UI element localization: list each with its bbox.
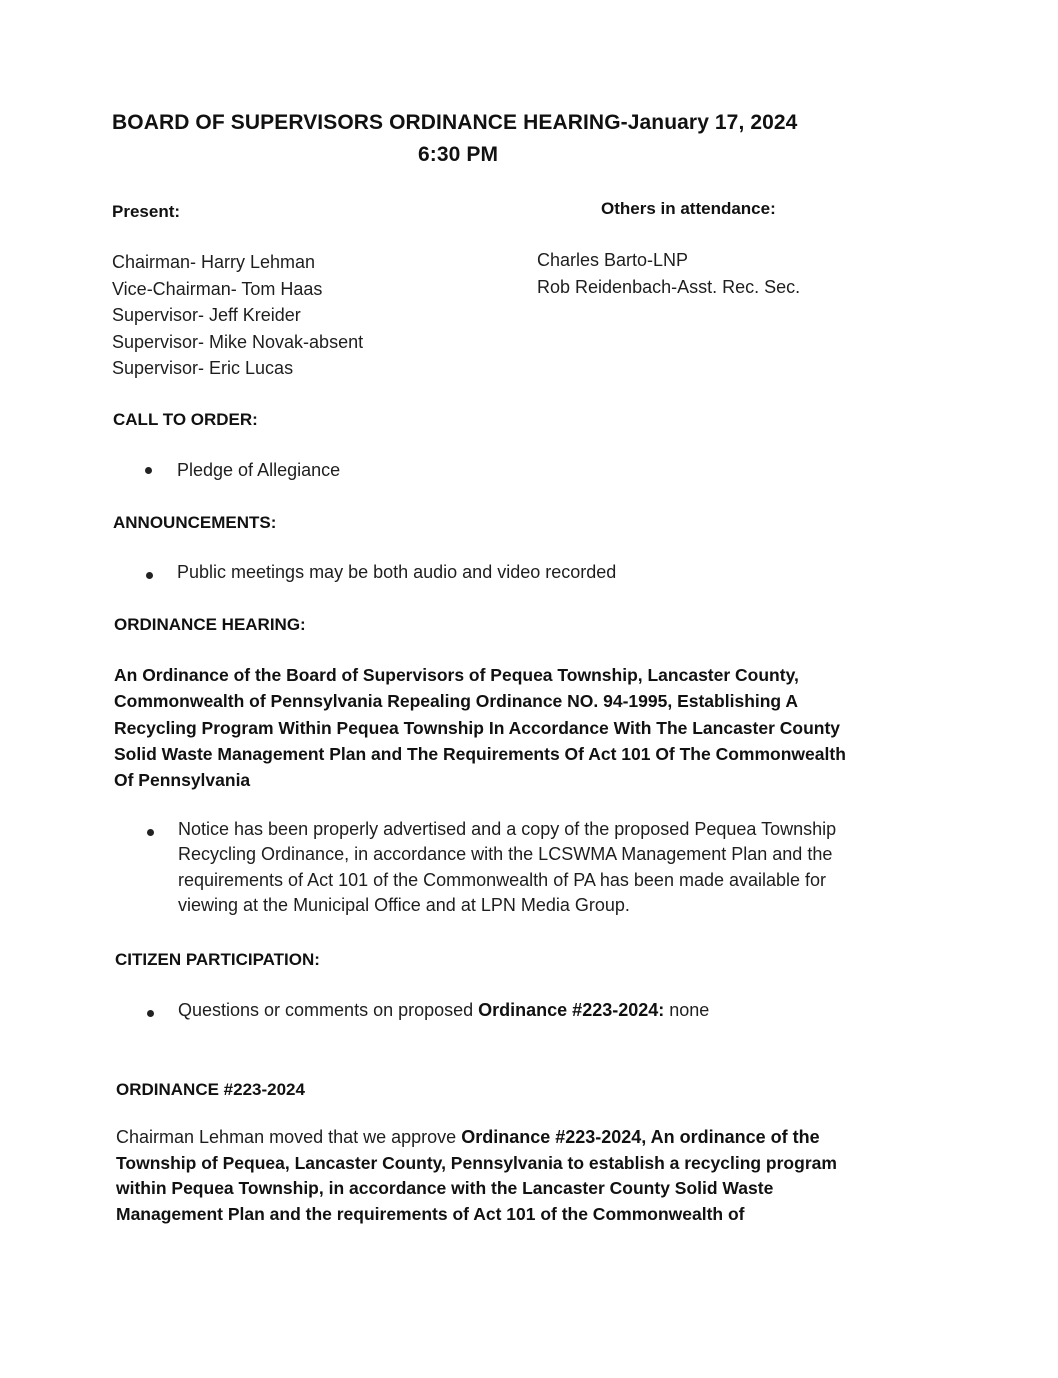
present-member: Supervisor- Jeff Kreider [112, 305, 301, 325]
item-text: Questions or comments on proposed [178, 1000, 479, 1020]
page-title: BOARD OF SUPERVISORS ORDINANCE HEARING-January 17, 2024 [112, 111, 798, 134]
description-line: Recycling Program Within Pequea Township In Accordance With The Lancaster County [114, 717, 841, 738]
announcement-item: Public meetings may be both audio and video recorded [177, 562, 617, 582]
present-member: Chairman- Harry Lehman [112, 252, 316, 272]
notice-line: requirements of Act 101 of the Commonwealth of PA has been made available for [178, 869, 827, 890]
citizen-participation-item [178, 1000, 709, 1021]
notice-paragraph [178, 817, 836, 918]
present-heading: Present: [112, 202, 181, 221]
present-list [112, 249, 363, 382]
ordinance-hearing-heading: ORDINANCE HEARING: [114, 615, 306, 634]
item-result: none [664, 1000, 710, 1020]
notice-line: viewing at the Municipal Office and at LPN Media Group. [178, 894, 630, 915]
meeting-time: 6:30 PM [418, 143, 499, 166]
call-to-order-item: Pledge of Allegiance [177, 460, 341, 480]
motion-line: Management Plan and the requirements of Act 101 of the Commonwealth of [116, 1203, 745, 1224]
bullet-icon [147, 829, 154, 836]
motion-ordinance-title: Ordinance #223-2024, An ordinance of the [461, 1127, 820, 1147]
citizen-participation-heading: CITIZEN PARTICIPATION: [115, 950, 320, 969]
ordinance-hearing-description [114, 662, 846, 793]
notice-line: Notice has been properly advertised and a copy of the proposed Pequea Township [178, 819, 837, 839]
motion-line: within Pequea Township, in accordance with the Lancaster County Solid Waste [116, 1178, 774, 1198]
present-member: Supervisor- Mike Novak-absent [112, 331, 364, 352]
announcements-heading: ANNOUNCEMENTS: [113, 513, 277, 532]
motion-line [116, 1125, 837, 1151]
description-line: An Ordinance of the Board of Supervisors of Pequea Township, Lancaster County, [114, 665, 799, 685]
bullet-icon [145, 467, 152, 474]
attendee: Charles Barto-LNP [537, 250, 689, 270]
others-heading: Others in attendance: [601, 199, 776, 218]
call-to-order-heading: CALL TO ORDER: [113, 410, 258, 429]
others-list [537, 247, 800, 300]
ordinance-223-motion [116, 1125, 837, 1227]
notice-line: Recycling Ordinance, in accordance with the LCSWMA Management Plan and the [178, 844, 833, 865]
description-line: Solid Waste Management Plan and The Requirements Of Act 101 Of The Commonwealth [114, 743, 846, 764]
description-line: Of Pennsylvania [114, 770, 251, 791]
bullet-icon [146, 572, 153, 579]
ordinance-reference: Ordinance #223-2024: [478, 1000, 665, 1020]
present-member: Supervisor- Eric Lucas [112, 358, 294, 378]
bullet-icon [147, 1010, 154, 1017]
motion-text: Chairman Lehman moved that we approve [116, 1127, 462, 1147]
description-line: Commonwealth of Pennsylvania Repealing Ordinance NO. 94-1995, Establishing A [114, 691, 798, 712]
attendee: Rob Reidenbach-Asst. Rec. Sec. [537, 276, 801, 297]
present-member: Vice-Chairman- Tom Haas [112, 278, 323, 299]
motion-line: Township of Pequea, Lancaster County, Pennsylvania to establish a recycling program [116, 1152, 837, 1173]
ordinance-223-heading: ORDINANCE #223-2024 [116, 1080, 305, 1099]
